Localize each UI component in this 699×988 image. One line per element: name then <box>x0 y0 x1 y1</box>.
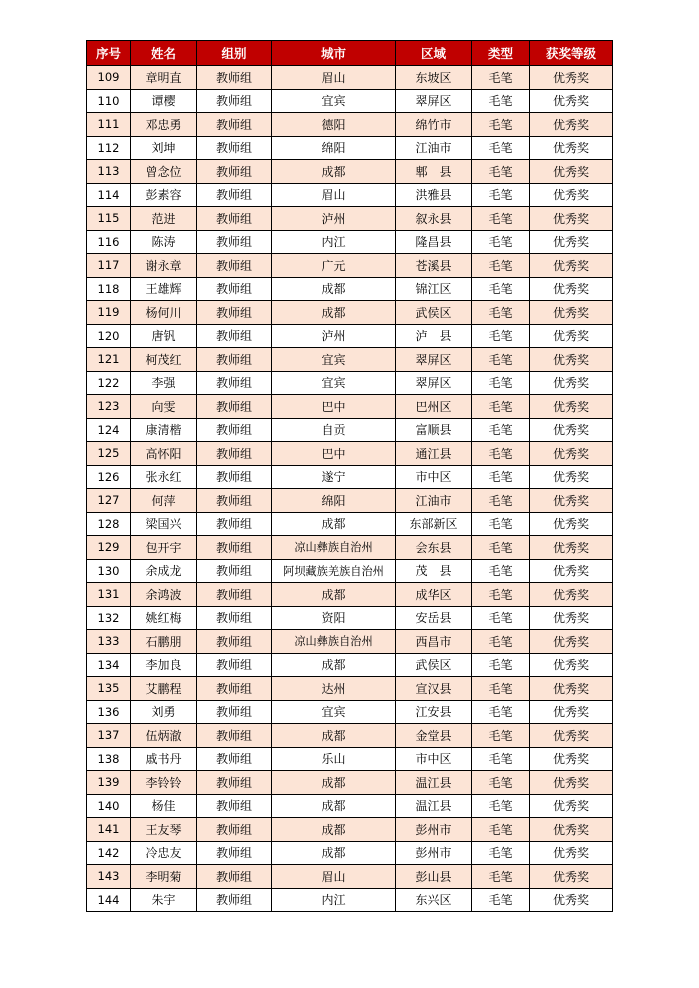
cell-seq: 109 <box>87 66 131 90</box>
cell-group: 教师组 <box>197 136 272 160</box>
cell-city: 资阳 <box>272 606 396 630</box>
table-row <box>87 66 613 90</box>
cell-seq: 115 <box>87 207 131 231</box>
cell-name: 梁国兴 <box>131 512 197 536</box>
cell-type: 毛笔 <box>472 348 530 372</box>
cell-group: 教师组 <box>197 418 272 442</box>
cell-district: 温江县 <box>396 794 472 818</box>
cell-award-level: 优秀奖 <box>530 677 613 701</box>
cell-award-level: 优秀奖 <box>530 395 613 419</box>
cell-district: 宣汉县 <box>396 677 472 701</box>
header-seq: 序号 <box>87 41 131 66</box>
cell-district: 江安县 <box>396 700 472 724</box>
cell-group: 教师组 <box>197 465 272 489</box>
cell-district: 富顺县 <box>396 418 472 442</box>
cell-name: 谢永章 <box>131 254 197 278</box>
cell-city: 巴中 <box>272 395 396 419</box>
cell-type: 毛笔 <box>472 818 530 842</box>
table-row <box>87 489 613 513</box>
cell-type: 毛笔 <box>472 136 530 160</box>
cell-type: 毛笔 <box>472 512 530 536</box>
cell-name: 曾念位 <box>131 160 197 184</box>
table-row <box>87 442 613 466</box>
cell-group: 教师组 <box>197 254 272 278</box>
cell-name: 余成龙 <box>131 559 197 583</box>
header-type: 类型 <box>472 41 530 66</box>
cell-type: 毛笔 <box>472 371 530 395</box>
table-row <box>87 700 613 724</box>
cell-award-level: 优秀奖 <box>530 865 613 889</box>
cell-district: 茂 县 <box>396 559 472 583</box>
cell-award-level: 优秀奖 <box>530 465 613 489</box>
cell-group: 教师组 <box>197 724 272 748</box>
cell-seq: 133 <box>87 630 131 654</box>
header-group: 组别 <box>197 41 272 66</box>
table-row <box>87 89 613 113</box>
cell-city: 成都 <box>272 771 396 795</box>
cell-city: 成都 <box>272 794 396 818</box>
table-row <box>87 348 613 372</box>
cell-district: 绵竹市 <box>396 113 472 137</box>
cell-city: 成都 <box>272 583 396 607</box>
cell-city: 宜宾 <box>272 700 396 724</box>
cell-type: 毛笔 <box>472 771 530 795</box>
cell-award-level: 优秀奖 <box>530 442 613 466</box>
cell-seq: 131 <box>87 583 131 607</box>
cell-name: 王雄辉 <box>131 277 197 301</box>
table-row <box>87 724 613 748</box>
cell-seq: 141 <box>87 818 131 842</box>
cell-name: 张永红 <box>131 465 197 489</box>
cell-city: 眉山 <box>272 183 396 207</box>
cell-city: 内江 <box>272 888 396 912</box>
cell-name: 范进 <box>131 207 197 231</box>
table-row <box>87 653 613 677</box>
cell-city: 阿坝藏族羌族自治州 <box>272 559 396 583</box>
cell-city: 宜宾 <box>272 348 396 372</box>
cell-city: 成都 <box>272 841 396 865</box>
table-row <box>87 818 613 842</box>
cell-seq: 124 <box>87 418 131 442</box>
cell-award-level: 优秀奖 <box>530 489 613 513</box>
cell-group: 教师组 <box>197 230 272 254</box>
cell-award-level: 优秀奖 <box>530 794 613 818</box>
cell-group: 教师组 <box>197 371 272 395</box>
cell-district: 市中区 <box>396 747 472 771</box>
cell-type: 毛笔 <box>472 677 530 701</box>
cell-seq: 135 <box>87 677 131 701</box>
cell-type: 毛笔 <box>472 724 530 748</box>
table-row <box>87 794 613 818</box>
table-row <box>87 888 613 912</box>
cell-district: 会东县 <box>396 536 472 560</box>
cell-group: 教师组 <box>197 559 272 583</box>
cell-type: 毛笔 <box>472 747 530 771</box>
cell-name: 陈涛 <box>131 230 197 254</box>
cell-award-level: 优秀奖 <box>530 583 613 607</box>
cell-name: 朱宇 <box>131 888 197 912</box>
table-header-row <box>87 41 613 66</box>
cell-city: 乐山 <box>272 747 396 771</box>
cell-seq: 129 <box>87 536 131 560</box>
cell-district: 苍溪县 <box>396 254 472 278</box>
cell-city: 眉山 <box>272 865 396 889</box>
cell-seq: 127 <box>87 489 131 513</box>
cell-seq: 111 <box>87 113 131 137</box>
table-row <box>87 183 613 207</box>
award-table <box>86 40 613 912</box>
cell-award-level: 优秀奖 <box>530 207 613 231</box>
cell-city: 成都 <box>272 724 396 748</box>
header-award-level: 获奖等级 <box>530 41 613 66</box>
cell-award-level: 优秀奖 <box>530 371 613 395</box>
cell-type: 毛笔 <box>472 841 530 865</box>
cell-award-level: 优秀奖 <box>530 818 613 842</box>
cell-type: 毛笔 <box>472 207 530 231</box>
cell-award-level: 优秀奖 <box>530 536 613 560</box>
cell-name: 刘坤 <box>131 136 197 160</box>
cell-award-level: 优秀奖 <box>530 324 613 348</box>
cell-group: 教师组 <box>197 818 272 842</box>
cell-seq: 126 <box>87 465 131 489</box>
cell-award-level: 优秀奖 <box>530 512 613 536</box>
cell-group: 教师组 <box>197 442 272 466</box>
cell-award-level: 优秀奖 <box>530 183 613 207</box>
cell-district: 翠屏区 <box>396 89 472 113</box>
cell-type: 毛笔 <box>472 606 530 630</box>
cell-name: 姚红梅 <box>131 606 197 630</box>
cell-name: 杨何川 <box>131 301 197 325</box>
cell-seq: 113 <box>87 160 131 184</box>
cell-group: 教师组 <box>197 606 272 630</box>
table-row <box>87 747 613 771</box>
cell-type: 毛笔 <box>472 66 530 90</box>
cell-type: 毛笔 <box>472 160 530 184</box>
cell-group: 教师组 <box>197 301 272 325</box>
cell-group: 教师组 <box>197 536 272 560</box>
cell-name: 王友琴 <box>131 818 197 842</box>
header-district: 区域 <box>396 41 472 66</box>
cell-city: 宜宾 <box>272 89 396 113</box>
cell-city: 泸州 <box>272 324 396 348</box>
cell-seq: 138 <box>87 747 131 771</box>
cell-seq: 139 <box>87 771 131 795</box>
cell-award-level: 优秀奖 <box>530 301 613 325</box>
table-row <box>87 324 613 348</box>
cell-name: 戚书丹 <box>131 747 197 771</box>
cell-name: 彭素容 <box>131 183 197 207</box>
cell-district: 郫 县 <box>396 160 472 184</box>
cell-district: 泸 县 <box>396 324 472 348</box>
cell-seq: 121 <box>87 348 131 372</box>
cell-district: 洪雅县 <box>396 183 472 207</box>
cell-seq: 132 <box>87 606 131 630</box>
cell-group: 教师组 <box>197 888 272 912</box>
cell-district: 通江县 <box>396 442 472 466</box>
cell-group: 教师组 <box>197 348 272 372</box>
cell-district: 翠屏区 <box>396 371 472 395</box>
table-row <box>87 677 613 701</box>
cell-type: 毛笔 <box>472 277 530 301</box>
cell-award-level: 优秀奖 <box>530 700 613 724</box>
cell-district: 锦江区 <box>396 277 472 301</box>
cell-district: 金堂县 <box>396 724 472 748</box>
table-row <box>87 371 613 395</box>
cell-name: 高怀阳 <box>131 442 197 466</box>
table-row <box>87 512 613 536</box>
cell-city: 遂宁 <box>272 465 396 489</box>
cell-seq: 142 <box>87 841 131 865</box>
cell-type: 毛笔 <box>472 653 530 677</box>
cell-district: 彭州市 <box>396 841 472 865</box>
table-row <box>87 207 613 231</box>
cell-group: 教师组 <box>197 89 272 113</box>
cell-seq: 140 <box>87 794 131 818</box>
cell-group: 教师组 <box>197 700 272 724</box>
table-row <box>87 254 613 278</box>
cell-seq: 128 <box>87 512 131 536</box>
cell-city: 宜宾 <box>272 371 396 395</box>
cell-seq: 136 <box>87 700 131 724</box>
cell-award-level: 优秀奖 <box>530 771 613 795</box>
cell-type: 毛笔 <box>472 865 530 889</box>
cell-type: 毛笔 <box>472 89 530 113</box>
cell-seq: 118 <box>87 277 131 301</box>
cell-type: 毛笔 <box>472 489 530 513</box>
cell-type: 毛笔 <box>472 700 530 724</box>
cell-name: 向雯 <box>131 395 197 419</box>
cell-award-level: 优秀奖 <box>530 630 613 654</box>
cell-type: 毛笔 <box>472 794 530 818</box>
cell-award-level: 优秀奖 <box>530 606 613 630</box>
cell-city: 成都 <box>272 512 396 536</box>
table-row <box>87 301 613 325</box>
cell-seq: 119 <box>87 301 131 325</box>
cell-type: 毛笔 <box>472 630 530 654</box>
cell-type: 毛笔 <box>472 559 530 583</box>
cell-district: 隆昌县 <box>396 230 472 254</box>
table-row <box>87 606 613 630</box>
cell-group: 教师组 <box>197 113 272 137</box>
cell-award-level: 优秀奖 <box>530 277 613 301</box>
cell-name: 何萍 <box>131 489 197 513</box>
table-row <box>87 583 613 607</box>
cell-group: 教师组 <box>197 512 272 536</box>
cell-name: 谭樱 <box>131 89 197 113</box>
cell-city: 绵阳 <box>272 136 396 160</box>
cell-group: 教师组 <box>197 160 272 184</box>
cell-type: 毛笔 <box>472 230 530 254</box>
cell-award-level: 优秀奖 <box>530 559 613 583</box>
table-row <box>87 113 613 137</box>
cell-type: 毛笔 <box>472 324 530 348</box>
cell-name: 刘勇 <box>131 700 197 724</box>
cell-seq: 110 <box>87 89 131 113</box>
cell-city: 凉山彝族自治州 <box>272 536 396 560</box>
cell-type: 毛笔 <box>472 113 530 137</box>
cell-type: 毛笔 <box>472 418 530 442</box>
cell-city: 达州 <box>272 677 396 701</box>
cell-award-level: 优秀奖 <box>530 136 613 160</box>
cell-group: 教师组 <box>197 771 272 795</box>
cell-district: 温江县 <box>396 771 472 795</box>
cell-seq: 144 <box>87 888 131 912</box>
table-row <box>87 395 613 419</box>
cell-city: 广元 <box>272 254 396 278</box>
cell-award-level: 优秀奖 <box>530 160 613 184</box>
cell-award-level: 优秀奖 <box>530 418 613 442</box>
cell-name: 余鸿波 <box>131 583 197 607</box>
table-row <box>87 136 613 160</box>
cell-type: 毛笔 <box>472 583 530 607</box>
cell-name: 包开宇 <box>131 536 197 560</box>
cell-city: 成都 <box>272 160 396 184</box>
cell-district: 东兴区 <box>396 888 472 912</box>
cell-award-level: 优秀奖 <box>530 113 613 137</box>
cell-name: 邓忠勇 <box>131 113 197 137</box>
cell-district: 安岳县 <box>396 606 472 630</box>
cell-award-level: 优秀奖 <box>530 841 613 865</box>
cell-district: 叙永县 <box>396 207 472 231</box>
cell-district: 武侯区 <box>396 301 472 325</box>
cell-name: 艾鹏程 <box>131 677 197 701</box>
header-name: 姓名 <box>131 41 197 66</box>
cell-type: 毛笔 <box>472 395 530 419</box>
cell-city: 成都 <box>272 818 396 842</box>
cell-name: 章明直 <box>131 66 197 90</box>
cell-award-level: 优秀奖 <box>530 653 613 677</box>
cell-award-level: 优秀奖 <box>530 348 613 372</box>
cell-name: 李铃铃 <box>131 771 197 795</box>
cell-city: 成都 <box>272 653 396 677</box>
table-row <box>87 160 613 184</box>
table-row <box>87 230 613 254</box>
cell-group: 教师组 <box>197 66 272 90</box>
table-row <box>87 771 613 795</box>
cell-name: 李强 <box>131 371 197 395</box>
cell-seq: 122 <box>87 371 131 395</box>
cell-seq: 137 <box>87 724 131 748</box>
cell-group: 教师组 <box>197 747 272 771</box>
table-row <box>87 277 613 301</box>
cell-group: 教师组 <box>197 677 272 701</box>
cell-type: 毛笔 <box>472 888 530 912</box>
cell-name: 唐钒 <box>131 324 197 348</box>
cell-group: 教师组 <box>197 865 272 889</box>
table-row <box>87 841 613 865</box>
cell-group: 教师组 <box>197 395 272 419</box>
table-row <box>87 536 613 560</box>
cell-group: 教师组 <box>197 841 272 865</box>
table-row <box>87 865 613 889</box>
cell-district: 江油市 <box>396 136 472 160</box>
header-city: 城市 <box>272 41 396 66</box>
cell-district: 巴州区 <box>396 395 472 419</box>
cell-seq: 123 <box>87 395 131 419</box>
cell-seq: 130 <box>87 559 131 583</box>
cell-district: 彭州市 <box>396 818 472 842</box>
cell-award-level: 优秀奖 <box>530 888 613 912</box>
table-row <box>87 465 613 489</box>
cell-group: 教师组 <box>197 324 272 348</box>
cell-group: 教师组 <box>197 794 272 818</box>
cell-group: 教师组 <box>197 489 272 513</box>
cell-seq: 116 <box>87 230 131 254</box>
table-row <box>87 418 613 442</box>
cell-city: 内江 <box>272 230 396 254</box>
cell-group: 教师组 <box>197 583 272 607</box>
cell-group: 教师组 <box>197 207 272 231</box>
cell-type: 毛笔 <box>472 442 530 466</box>
cell-city: 泸州 <box>272 207 396 231</box>
cell-type: 毛笔 <box>472 183 530 207</box>
cell-district: 市中区 <box>396 465 472 489</box>
cell-district: 彭山县 <box>396 865 472 889</box>
cell-name: 柯茂红 <box>131 348 197 372</box>
cell-city: 成都 <box>272 301 396 325</box>
cell-seq: 143 <box>87 865 131 889</box>
cell-seq: 117 <box>87 254 131 278</box>
cell-name: 石鹏朋 <box>131 630 197 654</box>
cell-name: 李明菊 <box>131 865 197 889</box>
cell-name: 杨佳 <box>131 794 197 818</box>
cell-district: 江油市 <box>396 489 472 513</box>
cell-city: 德阳 <box>272 113 396 137</box>
cell-name: 伍炳澈 <box>131 724 197 748</box>
cell-seq: 134 <box>87 653 131 677</box>
cell-award-level: 优秀奖 <box>530 724 613 748</box>
cell-district: 东坡区 <box>396 66 472 90</box>
cell-award-level: 优秀奖 <box>530 747 613 771</box>
cell-seq: 114 <box>87 183 131 207</box>
cell-type: 毛笔 <box>472 301 530 325</box>
cell-group: 教师组 <box>197 183 272 207</box>
cell-district: 成华区 <box>396 583 472 607</box>
cell-name: 李加良 <box>131 653 197 677</box>
cell-district: 翠屏区 <box>396 348 472 372</box>
cell-district: 西昌市 <box>396 630 472 654</box>
cell-name: 康清楷 <box>131 418 197 442</box>
table-body <box>87 66 613 912</box>
cell-district: 武侯区 <box>396 653 472 677</box>
cell-type: 毛笔 <box>472 254 530 278</box>
cell-group: 教师组 <box>197 277 272 301</box>
cell-city: 眉山 <box>272 66 396 90</box>
cell-group: 教师组 <box>197 630 272 654</box>
cell-name: 冷忠友 <box>131 841 197 865</box>
cell-group: 教师组 <box>197 653 272 677</box>
cell-award-level: 优秀奖 <box>530 66 613 90</box>
table-row <box>87 559 613 583</box>
cell-type: 毛笔 <box>472 536 530 560</box>
cell-district: 东部新区 <box>396 512 472 536</box>
cell-award-level: 优秀奖 <box>530 89 613 113</box>
cell-city: 成都 <box>272 277 396 301</box>
table-row <box>87 630 613 654</box>
cell-city: 巴中 <box>272 442 396 466</box>
cell-city: 凉山彝族自治州 <box>272 630 396 654</box>
cell-seq: 120 <box>87 324 131 348</box>
cell-city: 自贡 <box>272 418 396 442</box>
cell-seq: 112 <box>87 136 131 160</box>
cell-type: 毛笔 <box>472 465 530 489</box>
cell-award-level: 优秀奖 <box>530 254 613 278</box>
cell-city: 绵阳 <box>272 489 396 513</box>
cell-seq: 125 <box>87 442 131 466</box>
cell-award-level: 优秀奖 <box>530 230 613 254</box>
